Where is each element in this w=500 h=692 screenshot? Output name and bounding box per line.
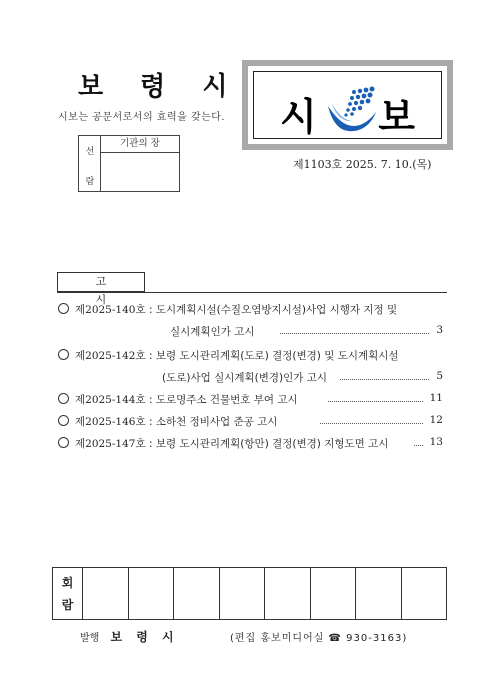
- footer: [80, 628, 460, 645]
- circle-bullet-icon: [58, 415, 69, 426]
- toc-page: 3: [436, 324, 443, 336]
- seal-left-bottom: 람: [85, 177, 95, 187]
- circulation-table: [52, 567, 447, 620]
- wave-dots-emblem-icon: [326, 84, 382, 134]
- toc-title-line: 보령 도시관리계획(항만) 결정(변경) 지형도면 고시: [155, 438, 389, 450]
- circulation-label: [53, 568, 83, 619]
- seal-approval-box: [78, 135, 180, 192]
- seal-left-column: [79, 136, 101, 191]
- toc-number: 제2025-142호: [75, 350, 146, 362]
- circle-bullet-icon: [58, 437, 69, 448]
- toc-item[interactable]: 제2025-140호 : 도시계획시설(수질오염방지시설)사업 시행자 지정 및 실시계획인가 고시 3: [58, 302, 443, 344]
- toc-title-line: 소하천 정비사업 준공 고시: [155, 416, 278, 428]
- publisher-label: 발행: [80, 633, 100, 644]
- section-title-box: [57, 272, 145, 306]
- masthead-right-char: 보: [378, 94, 415, 139]
- circle-bullet-icon: [58, 393, 69, 404]
- circulation-cell: [129, 568, 175, 619]
- circulation-cell: [265, 568, 311, 619]
- circulation-label-bottom: 람: [61, 597, 74, 612]
- toc-number: 제2025-140호: [75, 304, 146, 316]
- toc-number: 제2025-147호: [75, 438, 146, 450]
- circulation-cell: [174, 568, 220, 619]
- toc-item[interactable]: 제2025-146호 : 소하천 정비사업 준공 고시 12: [58, 414, 443, 436]
- toc-item[interactable]: 제2025-142호 : 보령 도시관리계획(도로) 결정(변경) 및 도시계획시설 (도로)사업 실시계획(변경)인가 고시 5: [58, 348, 443, 392]
- toc-title-line: 실시계획인가 고시: [170, 326, 255, 338]
- circulation-cell: [220, 568, 266, 619]
- toc-title-line: 도로명주소 건물번호 부여 고시: [155, 394, 298, 406]
- toc-number: 제2025-144호: [75, 394, 146, 406]
- publisher-name: 보 령 시: [110, 630, 179, 644]
- section-divider: [57, 292, 447, 293]
- toc-title-line: 도시계획시설(수질오염방지시설)사업 시행자 지정 및: [155, 304, 398, 316]
- issue-number-date: 제1103호 2025. 7. 10.(목): [293, 158, 432, 171]
- circle-bullet-icon: [58, 303, 69, 314]
- circulation-cell: [311, 568, 357, 619]
- section-title: 고 시: [95, 275, 123, 306]
- dot-leader: [340, 379, 429, 380]
- circulation-cell: [356, 568, 402, 619]
- editor-contact: (편집 홍보미디어실 ☎ 930-3163): [230, 633, 408, 644]
- seal-left-top: 선: [85, 147, 95, 157]
- toc-page: 12: [429, 414, 443, 426]
- city-name: 보 령 시: [78, 72, 242, 102]
- toc-number: 제2025-146호: [75, 416, 146, 428]
- toc-item[interactable]: 제2025-144호 : 도로명주소 건물번호 부여 고시 11: [58, 392, 443, 414]
- dot-leader: [320, 423, 423, 424]
- circulation-cell: [402, 568, 447, 619]
- masthead: [242, 60, 453, 150]
- toc-page: 5: [436, 370, 443, 382]
- circulation-label-top: 회: [61, 576, 74, 591]
- masthead-left-char: 시: [280, 94, 317, 139]
- toc-title-line: 보령 도시관리계획(도로) 결정(변경) 및 도시계획시설: [155, 350, 399, 362]
- toc-title-line: (도로)사업 실시계획(변경)인가 고시: [162, 372, 328, 384]
- circulation-cell: [83, 568, 129, 619]
- table-of-contents: [58, 302, 443, 458]
- dot-leader: [280, 333, 429, 334]
- dot-leader: [414, 445, 423, 446]
- seal-head-label: 기관의 장: [101, 136, 179, 153]
- circle-bullet-icon: [58, 349, 69, 360]
- dot-leader: [328, 401, 423, 402]
- toc-page: 13: [429, 436, 443, 448]
- toc-page: 11: [429, 392, 443, 404]
- official-note: 시보는 공문서로서의 효력을 갖는다.: [58, 112, 226, 123]
- toc-item[interactable]: 제2025-147호 : 보령 도시관리계획(항만) 결정(변경) 지형도면 고시 13: [58, 436, 443, 458]
- masthead-inner-frame: [253, 71, 442, 139]
